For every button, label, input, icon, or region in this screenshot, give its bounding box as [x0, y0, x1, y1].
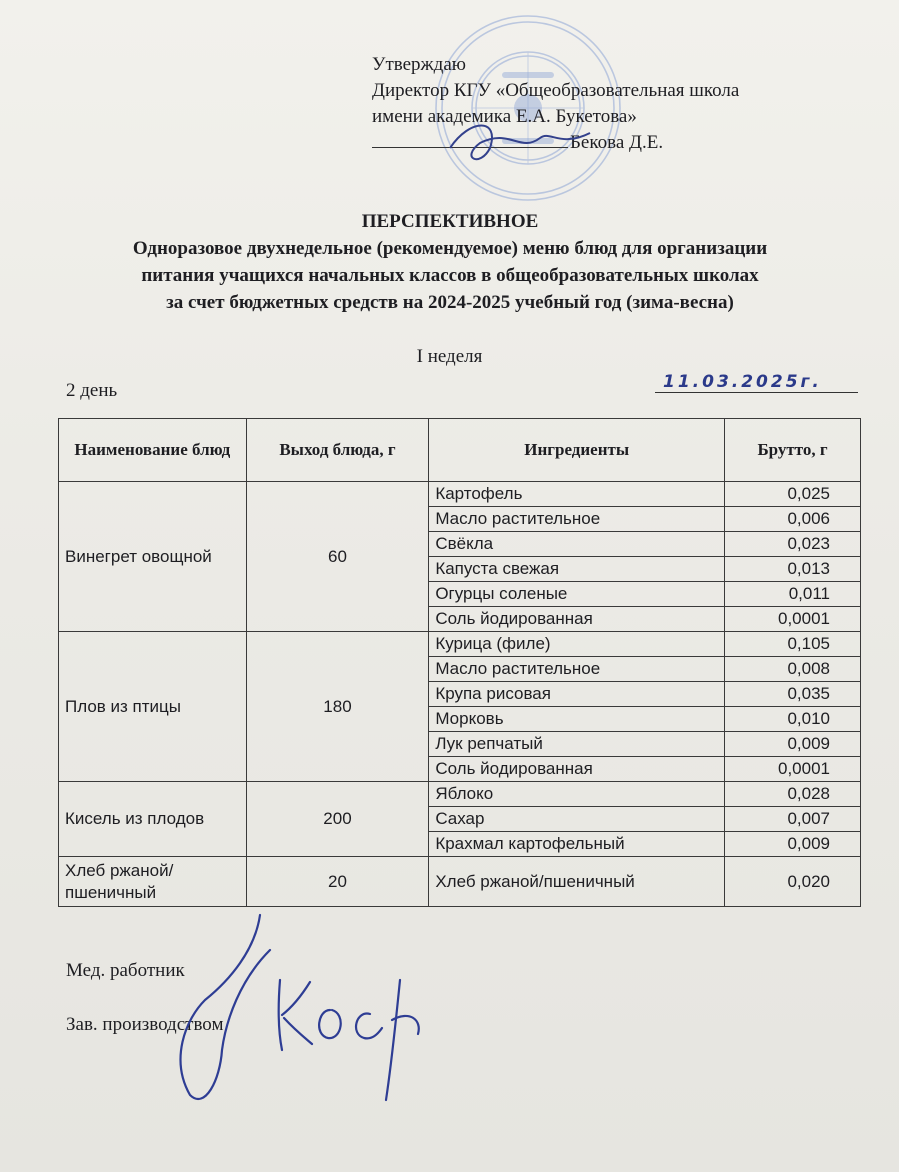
medical-worker-label: Мед. работник [66, 960, 185, 981]
approval-school-line: имени академика Е.А. Букетова» [372, 106, 637, 127]
heading-line-1: Одноразовое двухнедельное (рекомендуемое) меню блюд для организации [132, 238, 768, 259]
dish-name: Кисель из плодов [59, 782, 247, 857]
dish-name: Хлеб ржаной/ пшеничный [59, 857, 247, 907]
ingredient-brutto: 0,0001 [725, 607, 861, 632]
ingredient-name: Хлеб ржаной/пшеничный [429, 857, 725, 907]
header-output: Выход блюда, г [246, 419, 429, 482]
director-signature [440, 108, 600, 178]
ingredient-name: Картофель [429, 482, 725, 507]
ingredient-name: Соль йодированная [429, 607, 725, 632]
table-row [59, 632, 861, 657]
ingredient-brutto: 0,013 [725, 557, 861, 582]
production-head-label: Зав. производством [66, 1014, 224, 1035]
ingredient-brutto: 0,009 [725, 832, 861, 857]
ingredient-brutto: 0,023 [725, 532, 861, 557]
ingredient-name: Курица (филе) [429, 632, 725, 657]
ingredient-name: Соль йодированная [429, 757, 725, 782]
header-ingredients: Ингредиенты [429, 419, 725, 482]
director-name: Бекова Д.Е. [570, 132, 664, 153]
ingredient-brutto: 0,008 [725, 657, 861, 682]
dish-name: Винегрет овощной [59, 482, 247, 632]
ingredient-brutto: 0,009 [725, 732, 861, 757]
table-row [59, 482, 861, 507]
ingredient-name: Лук репчатый [429, 732, 725, 757]
ingredient-brutto: 0,035 [725, 682, 861, 707]
ingredient-name: Сахар [429, 807, 725, 832]
ingredient-name: Свёкла [429, 532, 725, 557]
ingredient-name: Масло растительное [429, 507, 725, 532]
ingredient-brutto: 0,006 [725, 507, 861, 532]
handwritten-date: 11.03.2025г. [655, 372, 858, 393]
ingredient-name: Крупа рисовая [429, 682, 725, 707]
day-label: 2 день [66, 380, 118, 401]
ingredient-brutto: 0,010 [725, 707, 861, 732]
approval-director-line: Директор КГУ «Общеобразовательная школа [372, 80, 740, 101]
menu-table [58, 418, 861, 907]
week-label: I неделя [416, 346, 483, 367]
table-row [59, 857, 861, 907]
heading-line-2: питания учащихся начальных классов в общеобразовательных школах [141, 265, 759, 286]
table-row [59, 782, 861, 807]
staff-signatures [160, 910, 460, 1110]
dish-output: 180 [246, 632, 429, 782]
ingredient-name: Капуста свежая [429, 557, 725, 582]
ingredient-name: Крахмал картофельный [429, 832, 725, 857]
ingredient-brutto: 0,011 [725, 582, 861, 607]
header-brutto: Брутто, г [725, 419, 861, 482]
dish-name: Плов из птицы [59, 632, 247, 782]
dish-output: 60 [246, 482, 429, 632]
ingredient-brutto: 0,025 [725, 482, 861, 507]
document-heading [40, 208, 860, 316]
table-header-row [59, 419, 861, 482]
ingredient-name: Морковь [429, 707, 725, 732]
ingredient-name: Масло растительное [429, 657, 725, 682]
heading-title: ПЕРСПЕКТИВНОЕ [361, 211, 539, 232]
dish-output: 200 [246, 782, 429, 857]
ingredient-name: Яблоко [429, 782, 725, 807]
ingredient-brutto: 0,0001 [725, 757, 861, 782]
header-dish-name: Наименование блюд [59, 419, 247, 482]
approval-title: Утверждаю [372, 54, 466, 75]
ingredient-brutto: 0,105 [725, 632, 861, 657]
ingredient-brutto: 0,028 [725, 782, 861, 807]
ingredient-name: Огурцы соленые [429, 582, 725, 607]
heading-line-3: за счет бюджетных средств на 2024-2025 учебный год (зима-весна) [166, 292, 734, 313]
ingredient-brutto: 0,020 [725, 857, 861, 907]
dish-output: 20 [246, 857, 429, 907]
ingredient-brutto: 0,007 [725, 807, 861, 832]
